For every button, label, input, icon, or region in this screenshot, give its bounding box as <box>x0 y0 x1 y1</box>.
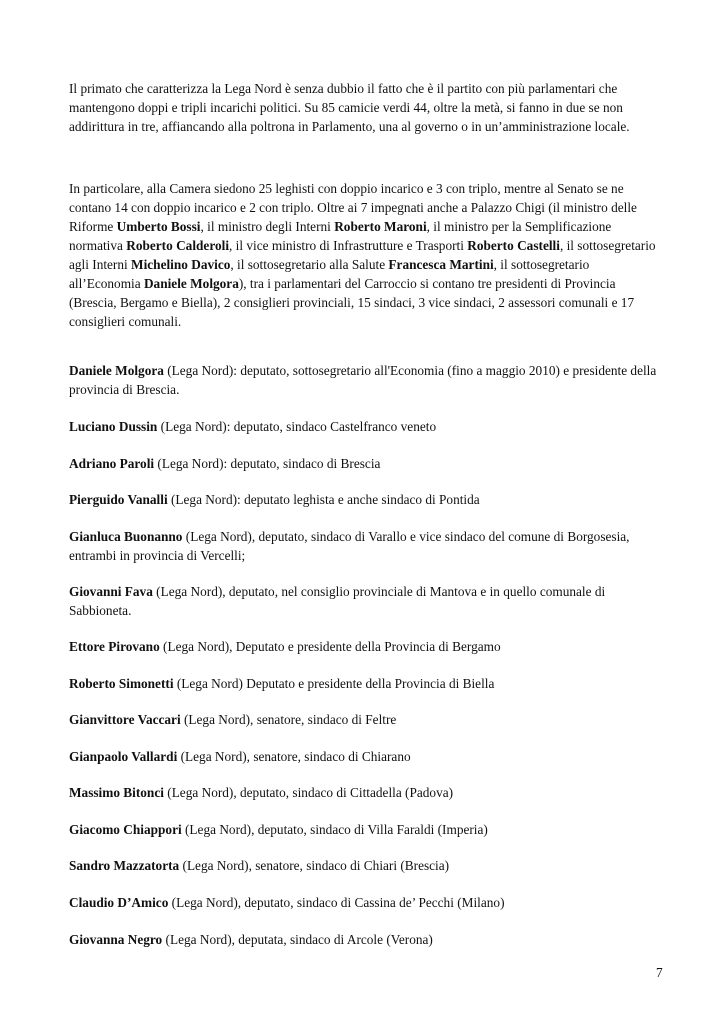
entry-name: Roberto Simonetti <box>69 676 174 691</box>
entry-text: (Lega Nord), deputato, sindaco di Cittadella (Padova) <box>163 785 454 800</box>
person-name: Umberto Bossi <box>116 219 201 234</box>
person-name: Roberto Castelli <box>467 238 560 253</box>
entry-text: (Lega Nord): deputato leghista e anche sindaco di Pontida <box>167 492 480 507</box>
entry-name: Massimo Bitonci <box>69 785 164 800</box>
entry-text: (Lega Nord), deputata, sindaco di Arcole (Verona) <box>162 932 433 947</box>
entry-name: Giovanna Negro <box>69 932 163 947</box>
entry-name: Gianpaolo Vallardi <box>69 749 178 764</box>
entry-name: Luciano Dussin <box>69 419 158 434</box>
list-item <box>69 820 659 839</box>
paragraph-text: , il ministro degli Interni <box>200 219 335 234</box>
paragraph-text: , il sottosegretario alla Salute <box>230 257 389 272</box>
entry-name: Giacomo Chiappori <box>69 822 182 837</box>
paragraph-text: In particolare, alla Camera siedono 25 leghisti con doppio incarico e 3 con triplo, mentre al Senato se ne contano 14 con doppio incarico e 2 con triplo. Oltre ai 7 impegnati anche a Palazzo Chigi (il ministro delle Riforme <box>69 181 637 234</box>
person-name: Francesca Martini <box>388 257 494 272</box>
detail-paragraph <box>69 179 659 331</box>
entry-name: Adriano Paroli <box>69 456 155 471</box>
entry-text: (Lega Nord), deputato, sindaco di Cassina de’ Pecchi (Milano) <box>168 895 505 910</box>
paragraph-text: , il vice ministro di Infrastrutture e Trasporti <box>229 238 468 253</box>
list-item <box>69 747 659 766</box>
entry-text: (Lega Nord), senatore, sindaco di Feltre <box>180 712 397 727</box>
paragraph-text: , il sottosegretario agli Interni <box>69 238 656 272</box>
entry-text: (Lega Nord) Deputato e presidente della Provincia di Biella <box>173 676 495 691</box>
paragraph-text: , il sottosegretario all’Economia <box>69 257 590 291</box>
entry-name: Gianvittore Vaccari <box>69 712 181 727</box>
list-item <box>69 490 659 509</box>
entry-text: (Lega Nord), senatore, sindaco di Chiari (Brescia) <box>179 858 450 873</box>
entry-name: Sandro Mazzatorta <box>69 858 180 873</box>
paragraph-text: , il ministro per la Semplificazione normativa <box>69 219 612 253</box>
list-item <box>69 637 659 656</box>
entry-text: (Lega Nord): deputato, sindaco di Brescia <box>154 456 381 471</box>
entry-name: Pierguido Vanalli <box>69 492 168 507</box>
entry-text: (Lega Nord), deputato, nel consiglio provinciale di Mantova e in quello comunale di Sabbioneta. <box>69 584 606 618</box>
list-item <box>69 361 659 399</box>
entry-text: (Lega Nord): deputato, sottosegretario all'Economia (fino a maggio 2010) e presidente della provincia di Brescia. <box>69 363 657 397</box>
list-item <box>69 783 659 802</box>
list-item <box>69 674 659 693</box>
entry-name: Claudio D’Amico <box>69 895 169 910</box>
list-item <box>69 930 659 949</box>
person-name: Roberto Calderoli <box>126 238 230 253</box>
list-item <box>69 582 659 620</box>
list-item <box>69 454 659 473</box>
entry-text: (Lega Nord), deputato, sindaco di Varallo e vice sindaco del comune di Borgosesia, entrambi in provincia di Vercelli; <box>69 529 630 563</box>
list-item <box>69 710 659 729</box>
entry-text: (Lega Nord): deputato, sindaco Castelfranco veneto <box>157 419 437 434</box>
entry-name: Daniele Molgora <box>69 363 164 378</box>
entry-name: Gianluca Buonanno <box>69 529 183 544</box>
entry-text: (Lega Nord), deputato, sindaco di Villa Faraldi (Imperia) <box>181 822 488 837</box>
list-item <box>69 527 659 565</box>
entry-text: (Lega Nord), senatore, sindaco di Chiarano <box>177 749 411 764</box>
person-name: Daniele Molgora <box>143 276 239 291</box>
entry-name: Ettore Pirovano <box>69 639 160 654</box>
paragraph-text: ), tra i parlamentari del Carroccio si contano tre presidenti di Provincia (Brescia, Bergamo e Biella), 2 consiglieri provinciali, 15 sindaci, 3 vice sindaci, 2 assessori comunali e 17 consiglieri comunali. <box>69 276 635 329</box>
list-item <box>69 893 659 912</box>
person-name: Michelino Davico <box>131 257 231 272</box>
entry-text: (Lega Nord), Deputato e presidente della Provincia di Bergamo <box>159 639 501 654</box>
page-number: 7 <box>656 965 663 980</box>
entry-name: Giovanni Fava <box>69 584 153 599</box>
intro-paragraph: Il primato che caratterizza la Lega Nord è senza dubbio il fatto che è il partito con più parlamentari che mantengono doppi e tripli incarichi politici. Su 85 camicie verdi 44, oltre la metà, si fanno in due se non addirittura in tre, affiancando alla poltrona in Parlamento, una al governo o in un’amministrazione locale. <box>69 81 630 134</box>
list-item <box>69 417 659 436</box>
list-item <box>69 856 659 875</box>
person-name: Roberto Maroni <box>334 219 427 234</box>
